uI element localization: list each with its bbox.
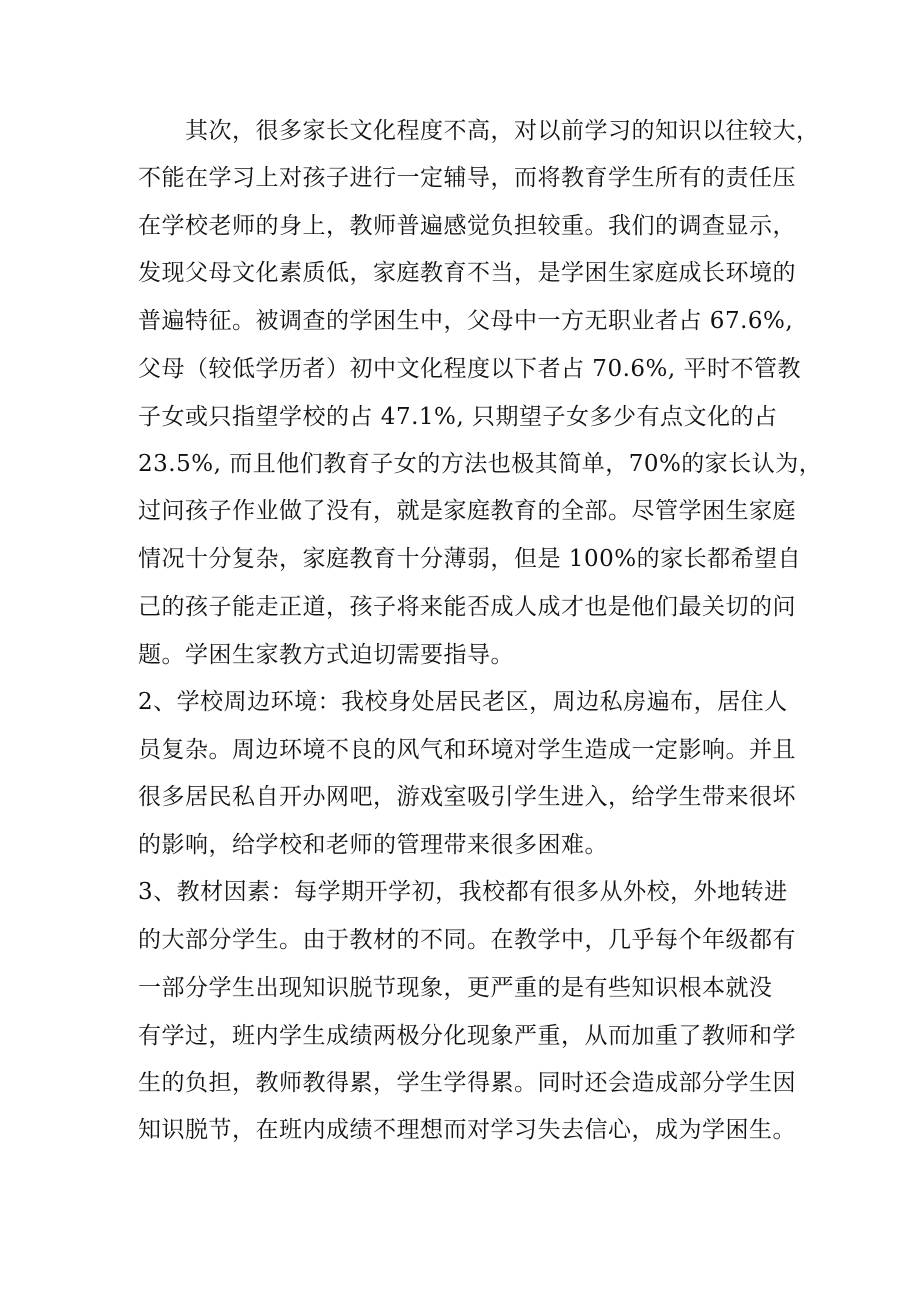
paragraph-line: 父母（较低学历者）初中文化程度以下者占 70.6%, 平时不管教 <box>138 356 801 382</box>
paragraph-line: 很多居民私自开办网吧，游戏室吸引学生进入，给学生带来很坏 <box>138 784 796 810</box>
paragraph-line: 发现父母文化素质低，家庭教育不当，是学困生家庭成长环境的 <box>138 260 796 286</box>
paragraph-line: 生的负担，教师教得累，学生学得累。同时还会造成部分学生因 <box>138 1070 796 1096</box>
paragraph-line: 过问孩子作业做了没有，就是家庭教育的全部。尽管学困生家庭 <box>138 498 796 524</box>
paragraph-line: 员复杂。周边环境不良的风气和环境对学生造成一定影响。并且 <box>138 737 796 763</box>
paragraph-line: 子女或只指望学校的占 47.1%, 只期望子女多少有点文化的占 <box>138 404 778 430</box>
paragraph-line: 的大部分学生。由于教材的不同。在教学中，几乎每个年级都有 <box>138 927 796 953</box>
paragraph-line: 一部分学生出现知识脱节现象，更严重的是有些知识根本就没 <box>138 975 773 1001</box>
paragraph-line: 己的孩子能走正道，孩子将来能否成人成才也是他们最关切的问 <box>138 594 796 620</box>
section-heading-line: 3、教材因素：每学期开学初，我校都有很多从外校，外地转进 <box>138 879 788 905</box>
paragraph-line: 不能在学习上对孩子进行一定辅导，而将教育学生所有的责任压 <box>138 165 796 191</box>
paragraph-line: 的影响，给学校和老师的管理带来很多困难。 <box>138 832 608 858</box>
paragraph-line: 在学校老师的身上，教师普遍感觉负担较重。我们的调查显示， <box>138 213 796 239</box>
paragraph-line: 题。学困生家教方式迫切需要指导。 <box>138 642 514 668</box>
paragraph-line: 23.5%, 而且他们教育子女的方法也极其简单，70%的家长认为， <box>138 451 823 477</box>
paragraph-line: 知识脱节，在班内成绩不理想而对学习失去信心，成为学困生。 <box>138 1117 796 1143</box>
paragraph-line: 情况十分复杂，家庭教育十分薄弱，但是 100%的家长都希望自 <box>138 546 802 572</box>
section-heading-line: 2、学校周边环境：我校身处居民老区，周边私房遍布，居住人 <box>138 689 788 715</box>
paragraph-line: 普遍特征。被调查的学困生中，父母中一方无职业者占 67.6%, <box>138 308 794 334</box>
paragraph-line: 其次，很多家长文化程度不高，对以前学习的知识以往较大， <box>185 118 820 144</box>
paragraph-line: 有学过，班内学生成绩两极分化现象严重，从而加重了教师和学 <box>138 1023 796 1049</box>
